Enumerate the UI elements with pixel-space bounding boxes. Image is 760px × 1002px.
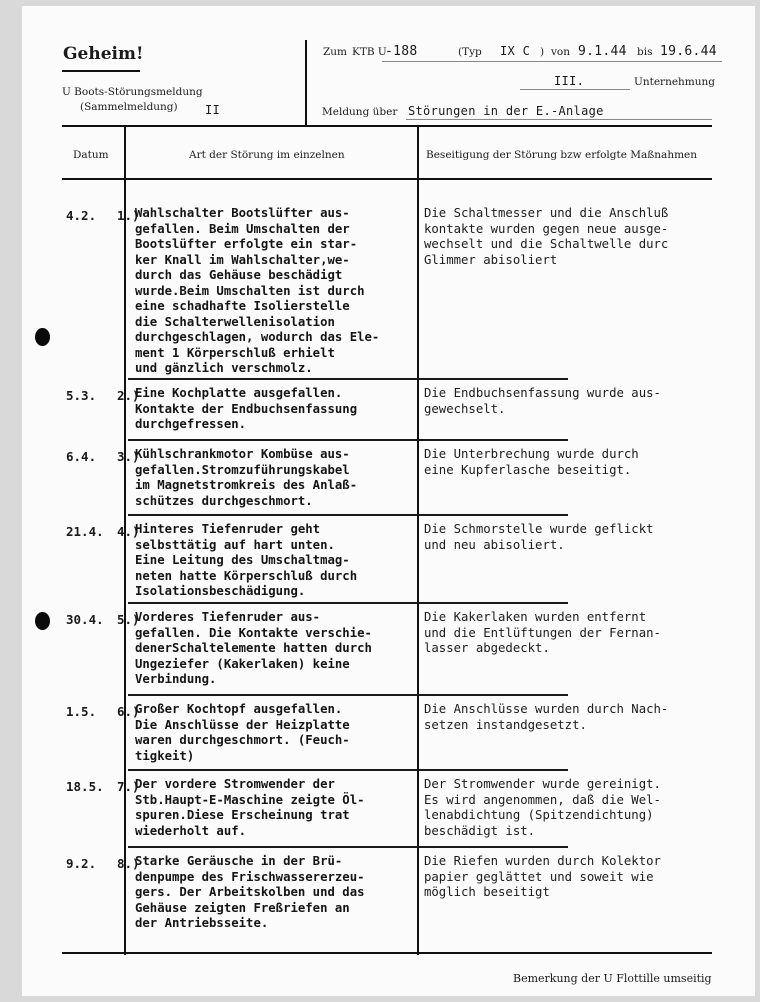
bis-label: bis bbox=[637, 46, 653, 58]
entry-number: 5.) bbox=[117, 612, 140, 627]
from-date: 9.1.44 bbox=[578, 44, 627, 59]
entry-date: 1.5. bbox=[66, 704, 97, 719]
entry-date: 30.4. bbox=[66, 612, 104, 627]
entry-remedy: Die Riefen wurden durch Kolektor papier geglättet und soweit wie möglich beseitigt bbox=[424, 854, 661, 899]
title-underline bbox=[62, 70, 140, 72]
punch-hole bbox=[35, 612, 50, 630]
entry-separator bbox=[128, 769, 568, 771]
typ-value: IX C bbox=[500, 44, 531, 58]
entry-separator bbox=[128, 602, 568, 604]
entry-number: 3.) bbox=[117, 449, 140, 464]
entry-number: 7.) bbox=[117, 779, 140, 794]
von-label: von bbox=[551, 46, 571, 58]
entry-remedy: Die Schmorstelle wurde geflickt und neu abisoliert. bbox=[424, 522, 654, 552]
entry-date: 18.5. bbox=[66, 779, 104, 794]
operation-label: Unternehmung bbox=[634, 76, 716, 88]
report-type-line2: (Sammelmeldung) bbox=[80, 101, 178, 113]
operation-dotted-line bbox=[520, 89, 630, 90]
entry-separator bbox=[128, 439, 568, 441]
typ-close: ) bbox=[540, 46, 545, 58]
classification-label: Geheim! bbox=[63, 44, 144, 64]
meldung-dotted-line bbox=[406, 119, 712, 120]
header-dotted-line bbox=[382, 61, 722, 62]
entry-remedy: Die Endbuchsenfassung wurde aus- gewechselt. bbox=[424, 386, 661, 416]
entry-remedy: Die Kakerlaken wurden entfernt und die Entlüftungen der Fernan- lasser abgedeckt. bbox=[424, 610, 661, 655]
table-top-border bbox=[62, 125, 712, 127]
entry-remedy: Die Unterbrechung wurde durch eine Kupferlasche beseitigt. bbox=[424, 447, 639, 477]
entry-remedy: Die Schaltmesser und die Anschluß kontakte wurden gegen neue ausge- wechselt und die Schaltwelle durc Glimmer abisoliert bbox=[424, 206, 669, 267]
entry-date: 21.4. bbox=[66, 524, 104, 539]
boat-number: -188 bbox=[385, 44, 418, 59]
entry-fault: Starke Geräusche in der Brü- denpumpe des Frischwassererzeu- gers. Der Arbeitskolben und das Gehäuse zeigten Freßriefen an der Antriebsseite. bbox=[135, 854, 365, 930]
col-header-remedy: Beseitigung der Störung bzw erfolgte Maßnahmen bbox=[426, 149, 698, 161]
to-date: 19.6.44 bbox=[660, 44, 717, 59]
boat-label: KTB U bbox=[352, 46, 387, 58]
zum-label: Zum bbox=[323, 46, 348, 58]
entry-fault: Der vordere Stromwender der Stb.Haupt-E-Maschine zeigte Öl- spuren.Diese Erscheinung trat wiederholt auf. bbox=[135, 777, 365, 838]
entry-number: 8.) bbox=[117, 856, 140, 871]
report-number: II bbox=[205, 103, 221, 117]
header-divider bbox=[305, 40, 307, 126]
meldung-label: Meldung über bbox=[322, 106, 398, 118]
entry-separator bbox=[128, 378, 568, 380]
entry-number: 1.) bbox=[117, 208, 140, 223]
entry-date: 5.3. bbox=[66, 388, 97, 403]
entry-date: 6.4. bbox=[66, 449, 97, 464]
table-bottom-border bbox=[62, 952, 712, 954]
entry-number: 2.) bbox=[117, 388, 140, 403]
punch-hole bbox=[35, 328, 50, 346]
typ-label: (Typ bbox=[458, 46, 482, 58]
entry-fault: Eine Kochplatte ausgefallen. Kontakte der Endbuchsenfassung durchgefressen. bbox=[135, 386, 358, 431]
entry-number: 6.) bbox=[117, 704, 140, 719]
entry-fault: Hinteres Tiefenruder geht selbsttätig auf hart unten. Eine Leitung des Umschaltmag- neten hatte Körperschluß durch Isolationsbeschädigung. bbox=[135, 522, 358, 598]
entry-remedy: Der Stromwender wurde gereinigt. Es wird angenommen, daß die Wel- lenabdichtung (Spitzendichtung) beschädigt ist. bbox=[424, 777, 661, 838]
entry-separator bbox=[128, 846, 568, 848]
col-header-fault: Art der Störung im einzelnen bbox=[189, 149, 345, 161]
footer-note: Bemerkung der U Flottille umseitig bbox=[513, 972, 712, 985]
entry-separator bbox=[128, 514, 568, 516]
entry-date: 9.2. bbox=[66, 856, 97, 871]
meldung-subject: Störungen in der E.-Anlage bbox=[408, 104, 604, 118]
entry-remedy: Die Anschlüsse wurden durch Nach- setzen instandgesetzt. bbox=[424, 702, 669, 732]
table-header-border bbox=[62, 178, 712, 180]
entry-fault: Wahlschalter Bootslüfter aus- gefallen. Beim Umschalten der Bootslüfter erfolgte ein star- ker Knall im Wahlschalter,we- durch das Gehäuse beschädigt wurde.Beim Umschalten ist durch eine schadhafte Isolierstelle die Schalterwellenisolation durchgeschlagen, wodurch das Ele- ment 1 Körperschluß erhielt und gänzlich verschmolz. bbox=[135, 206, 380, 375]
entry-number: 4.) bbox=[117, 524, 140, 539]
entry-fault: Großer Kochtopf ausgefallen. Die Anschlüsse der Heizplatte waren durchgeschmort. (Feuch- tigkeit) bbox=[135, 702, 350, 763]
col-divider-remedy bbox=[417, 125, 419, 955]
entry-fault: Kühlschrankmotor Kombüse aus- gefallen.Stromzuführungskabel im Magnetstromkreis des Anlaß- schützes durchgeschmort. bbox=[135, 447, 358, 508]
entry-fault: Vorderes Tiefenruder aus- gefallen. Die Kontakte verschie- denerSchaltelemente hatten durch Ungeziefer (Kakerlaken) keine Verbindung. bbox=[135, 610, 372, 686]
col-divider-date bbox=[124, 125, 126, 955]
entry-separator bbox=[128, 694, 568, 696]
report-type-line1: U Boots-Störungsmeldung bbox=[62, 86, 203, 98]
operation-number: III. bbox=[554, 74, 585, 88]
entry-date: 4.2. bbox=[66, 208, 97, 223]
col-header-date: Datum bbox=[73, 149, 109, 161]
